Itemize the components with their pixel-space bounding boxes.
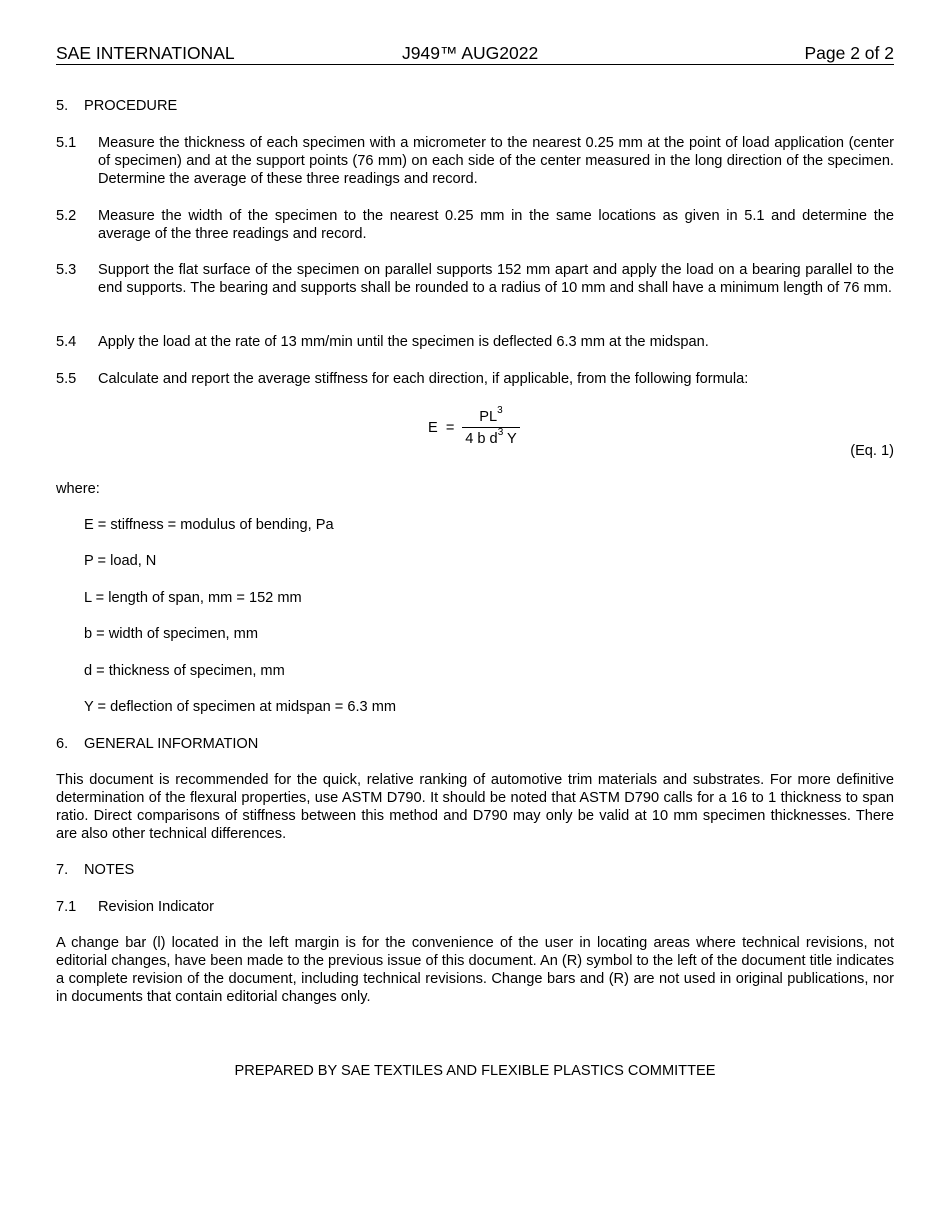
variable-definition: L = length of span, mm = 152 mm [84,590,302,606]
section-number: 5. [56,98,69,114]
paragraph-number: 5.4 [56,334,77,350]
section-title: PROCEDURE [84,98,178,114]
paragraph-text: Apply the load at the rate of 13 mm/min until the specimen is deflected 6.3 mm at the midspan. [98,334,709,350]
paragraph-number: 5.2 [56,208,77,224]
paragraph-number: 5.5 [56,371,77,387]
section-number: 6. [56,736,69,752]
general-information-text: This document is recommended for the quick, relative ranking of automotive trim materials and substrates. For more definitive determination of the flexural properties, use ASTM D790. It should be noted that ASTM D790 calls for a 16 to 1 thickness to span ratio. Direct comparisons of stiffness between this method and D790 may only be valid at 10 mm specimen thicknesses. There are also other technical differences. [56,772,894,842]
variable-definition: E = stiffness = modulus of bending, Pa [84,517,334,533]
paragraph-text: Support the flat surface of the specimen on parallel supports 152 mm apart and apply the load on a bearing parallel to the end supports. The bearing and supports shall be rounded to a radius of 10 mm and shall have a minimum length of 76 mm. [98,262,894,296]
equation-fraction [462,405,520,448]
header-doc-id: J949™ AUG2022 [402,43,539,63]
revision-indicator-text: A change bar (l) located in the left margin is for the convenience of the user in locating areas where technical revisions, not editorial changes, have been made to the previous issue of this document. An (R) symbol to the left of the document title indicates a complete revision of the document, including technical revisions. Change bars and (R) are not used in original publications, nor in documents that contain editorial changes only. [56,935,894,1005]
paragraph-5-2 [56,207,894,243]
paragraph-5-5 [56,370,894,388]
paragraph-text: Calculate and report the average stiffness for each direction, if applicable, from the following formula: [98,371,749,387]
paragraph-5-1 [56,134,894,188]
subsection-number: 7.1 [56,899,77,915]
page-header [56,43,894,65]
equation-label: (Eq. 1) [850,443,894,459]
header-org: SAE INTERNATIONAL [56,43,235,63]
equation-denominator: 4 b $d^3$ Y [465,427,517,447]
paragraph-text: Measure the width of the specimen to the nearest 0.25 mm in the same locations as given in 5.1 and determine the average of the three readings and record. [98,208,894,242]
section-general-heading [56,735,258,753]
prepared-by-committee: PREPARED BY SAE TEXTILES AND FLEXIBLE PLASTICS COMMITTEE [234,1063,716,1079]
subsection-title: Revision Indicator [98,899,214,915]
where-label: where: [56,481,100,497]
paragraph-text: Measure the thickness of each specimen with a micrometer to the nearest 0.25 mm at the point of load application (center of specimen) and at the support points (76 mm) on each side of the center measured in the long direction of the specimen. Determine the average of these three readings and record. [98,135,894,187]
variable-definition: d = thickness of specimen, mm [84,663,285,679]
paragraph-5-4 [56,333,894,351]
equation-numerator: $PL^3$ [462,405,520,428]
stiffness-equation [428,405,548,455]
variable-definition: P = load, N [84,553,157,569]
equation-lhs: E = [428,420,455,436]
section-notes-heading [56,861,134,879]
variable-definition: b = width of specimen, mm [84,626,258,642]
section-title: NOTES [84,862,135,878]
section-title: GENERAL INFORMATION [84,736,259,752]
paragraph-number: 5.1 [56,135,77,151]
paragraph-number: 5.3 [56,262,77,278]
section-number: 7. [56,862,69,878]
variable-definition: Y = deflection of specimen at midspan = 6.3 mm [84,699,397,715]
section-procedure-heading [56,97,177,115]
subsection-revision-indicator-heading [56,898,214,916]
paragraph-5-3 [56,261,894,297]
header-page-number: Page 2 of 2 [804,43,894,63]
